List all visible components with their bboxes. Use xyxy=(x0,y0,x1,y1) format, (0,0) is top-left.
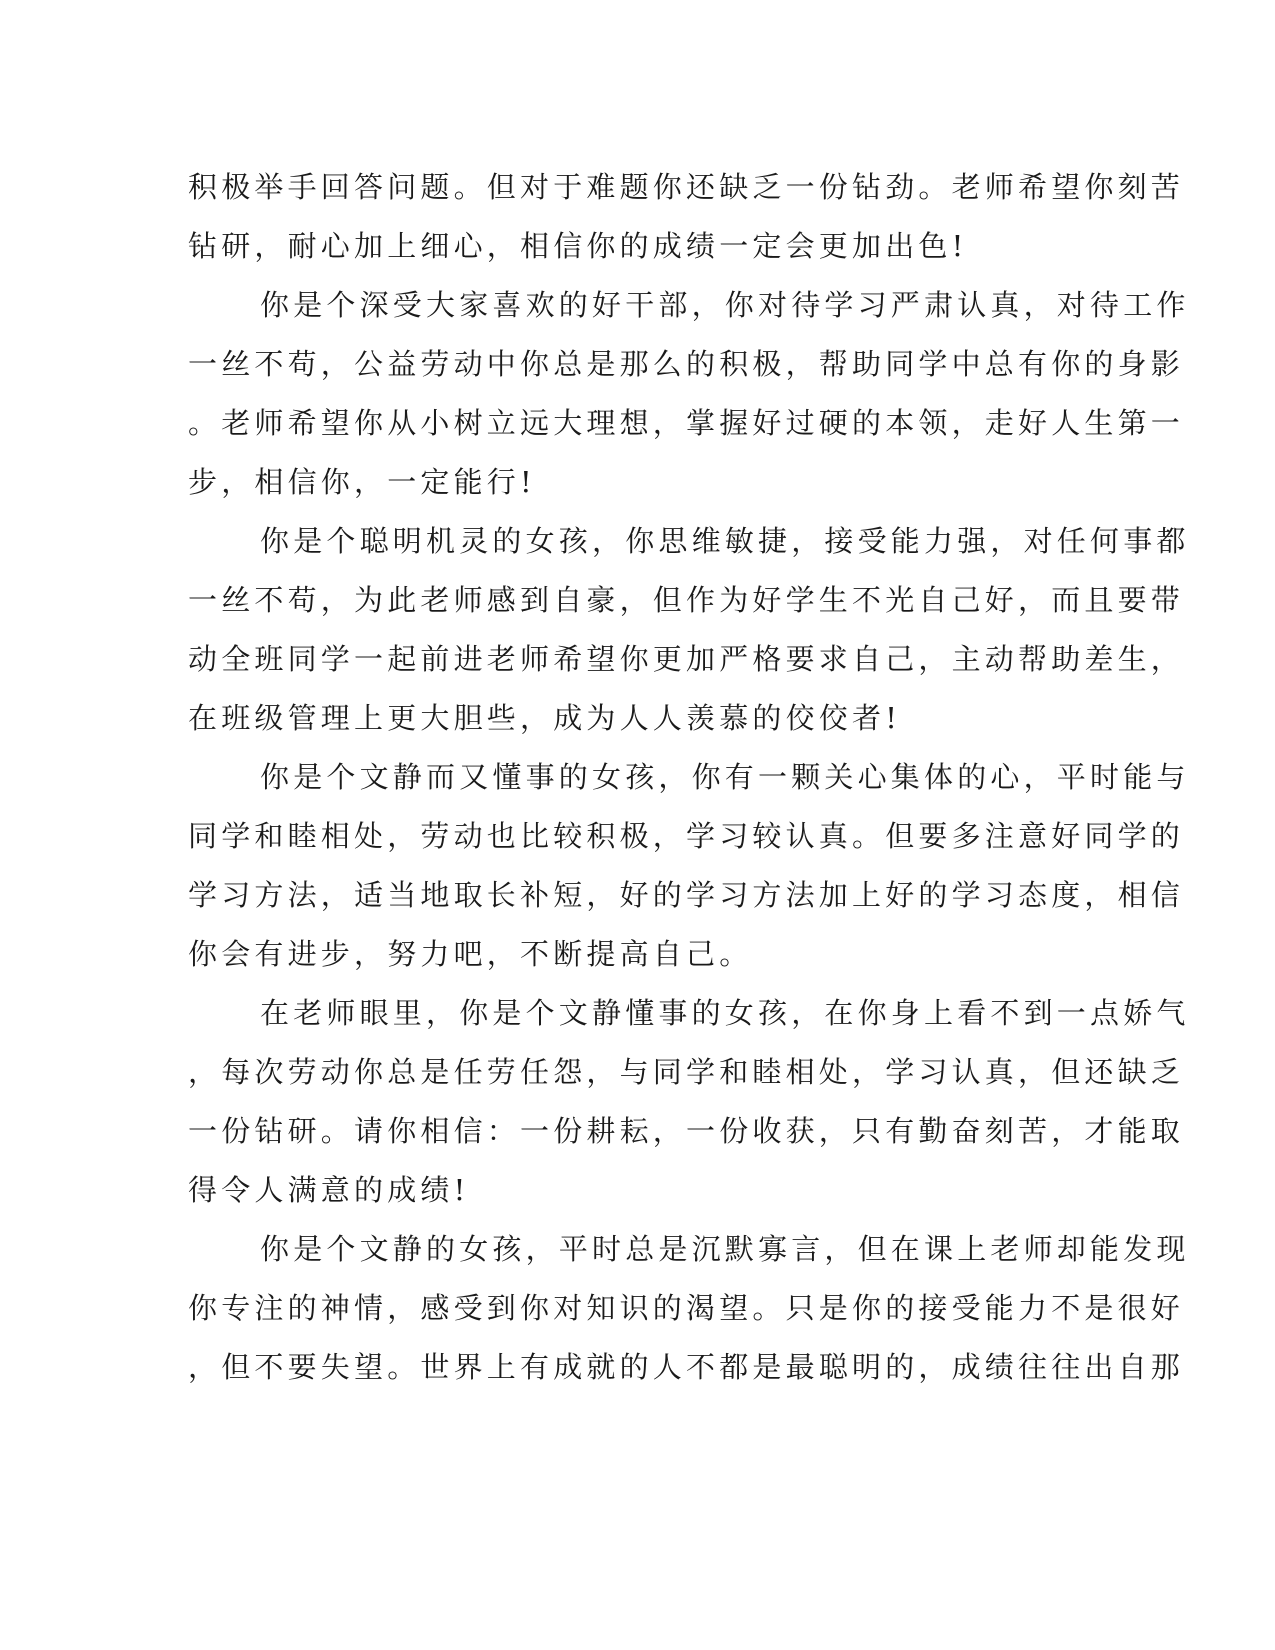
text-line: 得令人满意的成绩! xyxy=(188,1173,470,1207)
paragraph-start-line: 你是个深受大家喜欢的好干部，你对待学习严肃认真，对待工作 xyxy=(260,288,1190,322)
document-body xyxy=(188,158,1190,1397)
text-line: 步，相信你，一定能行! xyxy=(188,465,536,499)
paragraph-start-line: 在老师眼里，你是个文静懂事的女孩，在你身上看不到一点娇气 xyxy=(260,996,1190,1030)
text-line: 一份钻研。请你相信：一份耕耘，一份收获，只有勤奋刻苦，才能取 xyxy=(188,1114,1185,1148)
text-line: 一丝不苟，为此老师感到自豪，但作为好学生不光自己好，而且要带 xyxy=(188,583,1185,617)
text-line: 钻研，耐心加上细心，相信你的成绩一定会更加出色! xyxy=(188,229,968,263)
text-line: 在班级管理上更大胆些，成为人人羡慕的佼佼者! xyxy=(188,701,902,735)
paragraph-start-line: 你是个文静而又懂事的女孩，你有一颗关心集体的心，平时能与 xyxy=(260,760,1190,794)
text-line: ，每次劳动你总是任劳任怨，与同学和睦相处，学习认真，但还缺乏 xyxy=(188,1055,1185,1089)
text-line: 学习方法，适当地取长补短，好的学习方法加上好的学习态度，相信 xyxy=(188,878,1185,912)
text-line: 动全班同学一起前进老师希望你更加严格要求自己，主动帮助差生， xyxy=(188,642,1185,676)
text-line: 同学和睦相处，劳动也比较积极，学习较认真。但要多注意好同学的 xyxy=(188,819,1185,853)
text-line: 。老师希望你从小树立远大理想，掌握好过硬的本领，走好人生第一 xyxy=(188,406,1185,440)
text-line: 你会有进步，努力吧，不断提高自己。 xyxy=(188,937,753,971)
paragraph-start-line: 你是个聪明机灵的女孩，你思维敏捷，接受能力强，对任何事都 xyxy=(260,524,1190,558)
text-line: 一丝不苟，公益劳动中你总是那么的积极，帮助同学中总有你的身影 xyxy=(188,347,1185,381)
text-line: 你专注的神情，感受到你对知识的渴望。只是你的接受能力不是很好 xyxy=(188,1291,1185,1325)
paragraph-start-line: 你是个文静的女孩，平时总是沉默寡言，但在课上老师却能发现 xyxy=(260,1232,1190,1266)
text-line: 积极举手回答问题。但对于难题你还缺乏一份钻劲。老师希望你刻苦 xyxy=(188,170,1185,204)
text-line: ，但不要失望。世界上有成就的人不都是最聪明的，成绩往往出自那 xyxy=(188,1350,1185,1384)
